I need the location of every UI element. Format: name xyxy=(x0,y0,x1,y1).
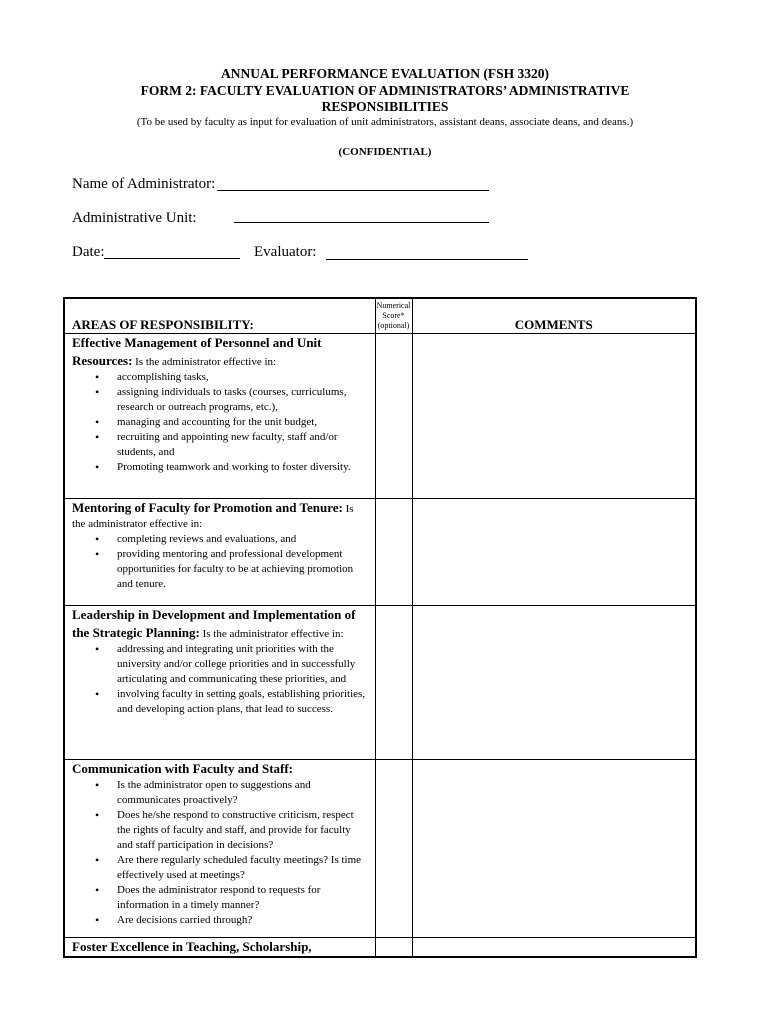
form-title-line-3: RESPONSIBILITIES xyxy=(321,99,449,114)
list-item: • providing mentoring and professional development opportunities for faculty to be at achieving promotion and tenure. xyxy=(117,547,368,592)
area-cell-mentoring xyxy=(64,499,375,606)
responsibilities-table xyxy=(63,297,697,958)
bullet-list xyxy=(72,532,368,592)
bullet-list xyxy=(72,778,368,928)
list-item: • Is the administrator open to suggestions and communicates proactively? xyxy=(117,778,368,808)
table-header-row xyxy=(64,298,696,334)
score-header-line: Numerical xyxy=(376,301,411,310)
areas-header: AREAS OF RESPONSIBILITY: xyxy=(64,298,375,334)
comments-cell[interactable] xyxy=(412,499,696,606)
score-cell[interactable] xyxy=(375,499,412,606)
comments-header: COMMENTS xyxy=(412,298,696,334)
score-cell[interactable] xyxy=(375,760,412,938)
form-title-line-1: ANNUAL PERFORMANCE EVALUATION (FSH 3320) xyxy=(220,66,549,81)
list-item: • assigning individuals to tasks (courses, curriculums, research or outreach programs, etc.), xyxy=(117,385,368,415)
comments-cell[interactable] xyxy=(412,334,696,499)
evaluator-label: Evaluator: xyxy=(254,244,317,260)
administrator-name-field[interactable] xyxy=(217,190,489,191)
evaluator-field[interactable] xyxy=(326,259,528,260)
score-cell[interactable] xyxy=(375,606,412,760)
form-title-line-2: FORM 2: FACULTY EVALUATION OF ADMINISTRATORS’ ADMINISTRATIVE xyxy=(140,83,630,98)
list-item: • Does the administrator respond to requests for information in a timely manner? xyxy=(117,883,368,913)
administrative-unit-field[interactable] xyxy=(234,222,489,223)
list-item: • Does he/she respond to constructive criticism, respect the rights of faculty and staff, and provide for faculty and staff participation in decisions? xyxy=(117,808,368,853)
administrator-name-label: Name of Administrator: xyxy=(72,176,216,192)
list-item: • accomplishing tasks, xyxy=(117,370,368,385)
list-item: • recruiting and appointing new faculty, staff and/or students, and xyxy=(117,430,368,460)
section-intro: Is the administrator effective in: xyxy=(132,356,277,368)
bullet-list xyxy=(72,370,368,475)
section-title: Effective Management of Personnel and Unit Resources: xyxy=(72,335,322,368)
area-cell-leadership xyxy=(64,606,375,760)
list-item: • involving faculty in setting goals, establishing priorities, and developing action plans, that lead to success. xyxy=(117,687,368,717)
section-intro: Is the administrator effective in: xyxy=(199,628,344,640)
comments-cell[interactable] xyxy=(412,760,696,938)
score-header xyxy=(375,298,412,334)
score-header-line: (optional) xyxy=(377,321,410,330)
table-row xyxy=(64,938,696,958)
table-row xyxy=(64,334,696,499)
section-title: Foster Excellence in Teaching, Scholarship, xyxy=(72,939,312,954)
comments-cell[interactable] xyxy=(412,938,696,958)
confidential-label: (CONFIDENTIAL) xyxy=(338,146,432,158)
date-field[interactable] xyxy=(104,258,240,259)
comments-cell[interactable] xyxy=(412,606,696,760)
area-cell-communication xyxy=(64,760,375,938)
administrative-unit-label: Administrative Unit: xyxy=(72,210,197,226)
section-title: Communication with Faculty and Staff: xyxy=(72,761,294,776)
usage-note: (To be used by faculty as input for evaluation of unit administrators, assistant deans, associate deans, and deans.) xyxy=(136,116,634,128)
score-cell[interactable] xyxy=(375,334,412,499)
area-cell-management xyxy=(64,334,375,499)
list-item: • managing and accounting for the unit budget, xyxy=(117,415,368,430)
section-intro: Is the administrator effective in: xyxy=(72,503,354,530)
list-item: • Are decisions carried through? xyxy=(117,913,368,928)
list-item: • Are there regularly scheduled faculty meetings? Is time effectively used at meetings? xyxy=(117,853,368,883)
list-item: • addressing and integrating unit priorities with the university and/or college priorities and in successfully articulating and communicating these priorities, and xyxy=(117,642,368,687)
date-label: Date: xyxy=(72,244,105,260)
table-row xyxy=(64,499,696,606)
score-cell[interactable] xyxy=(375,938,412,958)
list-item: • completing reviews and evaluations, and xyxy=(117,532,368,547)
score-header-line: Score* xyxy=(382,311,405,320)
table-row xyxy=(64,760,696,938)
bullet-list xyxy=(72,642,368,717)
section-title: Mentoring of Faculty for Promotion and Tenure: xyxy=(72,500,343,515)
area-cell-excellence xyxy=(64,938,375,958)
list-item: • Promoting teamwork and working to foster diversity. xyxy=(117,460,368,475)
section-title: Leadership in Development and Implementation of the Strategic Planning: xyxy=(72,607,356,640)
table-row xyxy=(64,606,696,760)
